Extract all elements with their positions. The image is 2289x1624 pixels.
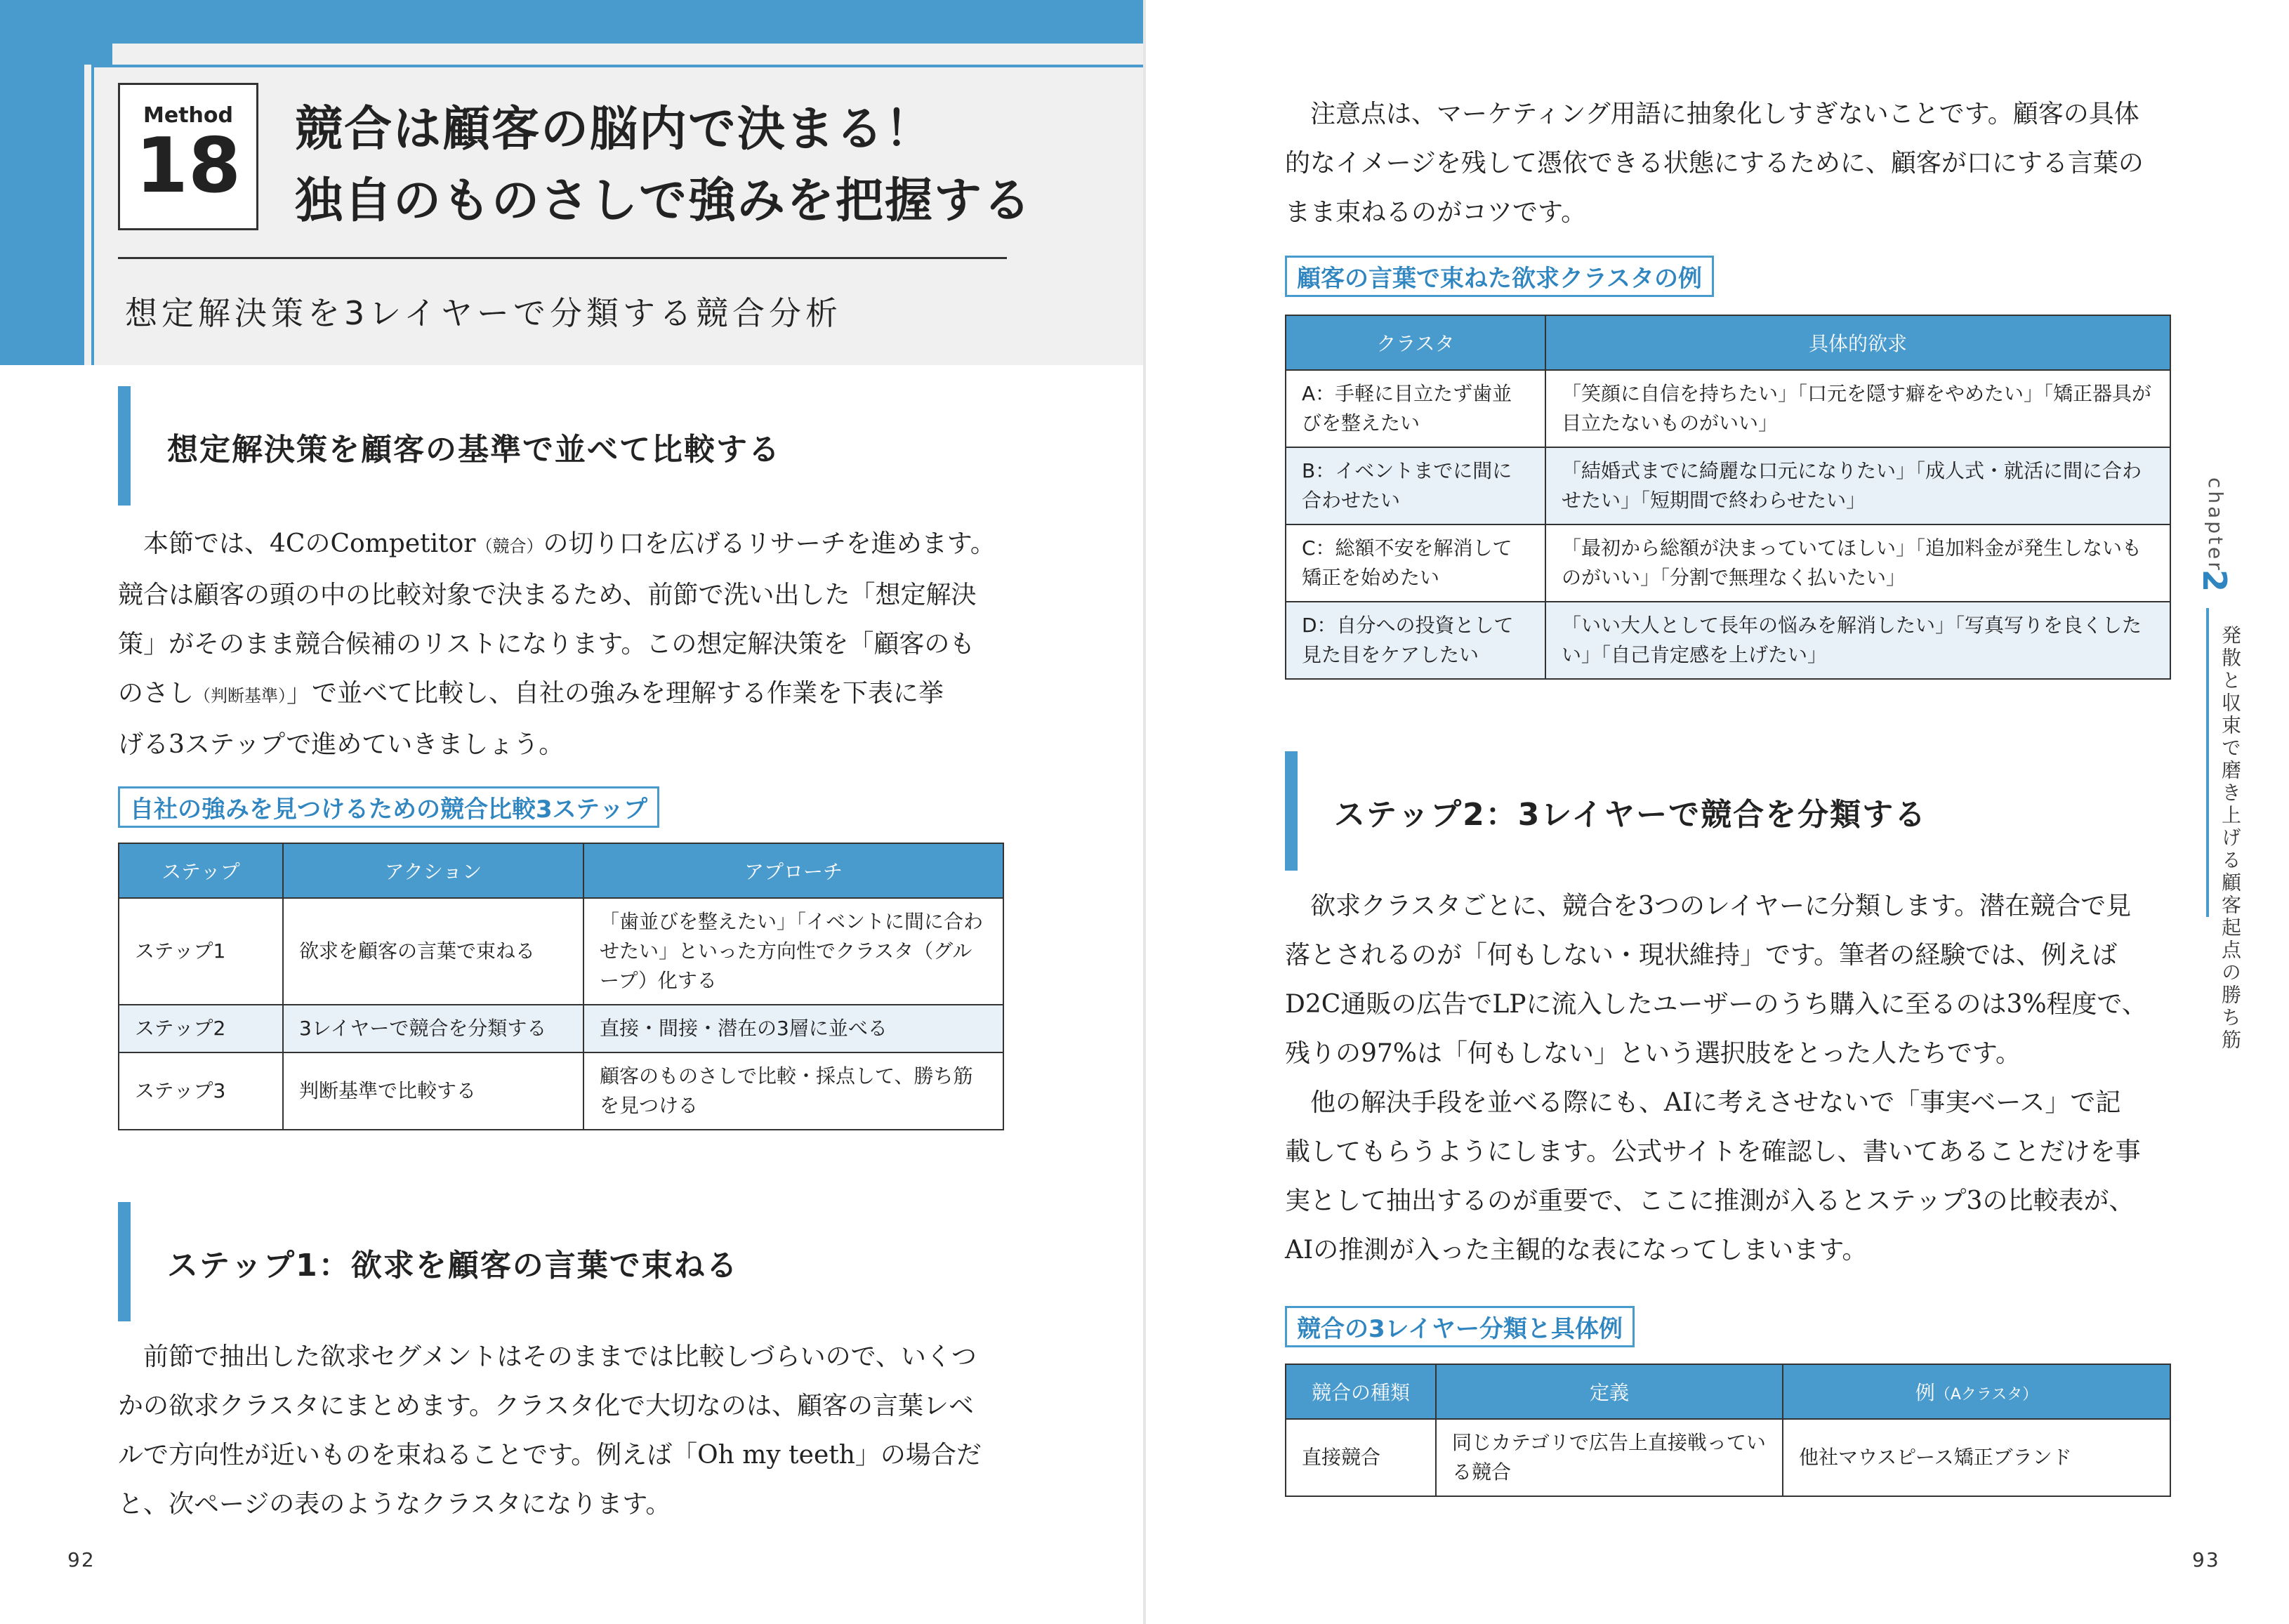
page-title-line1: 競合は顧客の脳内で決まる！	[295, 102, 935, 157]
para-line: の切り口を広げるリサーチを進めます。	[543, 529, 996, 558]
table-header: 具体的欲求	[1545, 315, 2170, 370]
title-rule	[118, 257, 1007, 259]
table-cell: 「いい大人として長年の悩みを解消したい」「写真写りを良くしたい」「自己肯定感を上げたい」	[1545, 602, 2170, 679]
table-row	[1286, 1419, 2170, 1496]
table-header: ステップ	[119, 843, 283, 898]
header-note: （Aクラスタ）	[1934, 1386, 2038, 1404]
para-note: （判断基準）	[194, 686, 287, 706]
table-row	[1286, 447, 2170, 524]
section-title-1: 想定解決策を顧客の基準で並べて比較する	[167, 432, 781, 468]
table-row	[119, 1005, 1003, 1052]
header-accent-top	[0, 0, 1143, 44]
para-line: 注意点は、マーケティング用語に抽象化しすぎないことです。顧客の具体	[1310, 100, 2139, 128]
para-line: 策」がそのまま競合候補のリストになります。この想定解決策を「顧客のも	[118, 630, 975, 659]
body-paragraph-1	[118, 520, 1024, 770]
para-line: かの欲求クラスタにまとめます。クラスタ化で大切なのは、顧客の言葉レベ	[118, 1392, 974, 1420]
para-line: 欲求クラスタごとに、競合を3つのレイヤーに分類します。潜在競合で見	[1310, 892, 2132, 920]
method-label: Method	[143, 103, 233, 128]
table-cell: ステップ3	[119, 1052, 283, 1130]
table-cell: 直接競合	[1286, 1419, 1436, 1496]
para-line: 実として抽出するのが重要で、ここに推測が入るとステップ3の比較表が、	[1285, 1187, 2135, 1215]
header-accent-left	[0, 0, 84, 365]
section-title-3: ステップ2：3レイヤーで競合を分類する	[1334, 797, 1927, 833]
table-header: アクション	[283, 843, 583, 898]
table-cell: ステップ2	[119, 1005, 283, 1052]
header-accent-line	[91, 65, 94, 365]
header-accent-line-h	[91, 65, 1143, 67]
steps-table	[118, 843, 1004, 1130]
table-cell: 同じカテゴリで広告上直接戦っている競合	[1436, 1419, 1783, 1496]
body-paragraph-4	[1285, 882, 2177, 1275]
body-paragraph-3	[1285, 90, 2177, 237]
para-line: D2C通販の広告でLPに流入したユーザーのうち購入に至るのは3%程度で、	[1285, 990, 2147, 1019]
table-row	[1286, 370, 2170, 447]
para-line: 本節では、4CのCompetitor	[143, 529, 476, 558]
section-bar	[118, 386, 131, 506]
chapter-title: 発散と収束で磨き上げる顧客起点の勝ち筋	[2219, 625, 2242, 1052]
table-cell: 直接・間接・潜在の3層に並べる	[583, 1005, 1003, 1052]
para-line: 載してもらうようにします。公式サイトを確認し、書いてあることだけを事	[1285, 1137, 2141, 1166]
table-header: 競合の種類	[1286, 1364, 1436, 1419]
header-accent-step	[84, 44, 112, 65]
para-line: まま束ねるのがコツです。	[1285, 198, 1587, 227]
cluster-table	[1285, 315, 2171, 680]
table-cell: 「結婚式までに綺麗な口元になりたい」「成人式・就活に間に合わせたい」「短期間で終わらせたい」	[1545, 447, 2170, 524]
table-header: アプローチ	[583, 843, 1003, 898]
body-paragraph-2	[118, 1333, 1024, 1529]
table-cell: B：イベントまでに間に合わせたい	[1286, 447, 1545, 524]
section-bar	[118, 1202, 131, 1321]
para-line: のさし	[118, 679, 194, 708]
page-number-left: 92	[67, 1548, 95, 1571]
para-line: げる3ステップで進めていきましょう。	[118, 730, 565, 759]
page-title-line2: 独自のものさしで強みを把握する	[295, 173, 1033, 229]
table-cell: 「歯並びを整えたい」「イベントに間に合わせたい」といった方向性でクラスタ（グループ）化する	[583, 898, 1003, 1005]
table-header	[1783, 1364, 2170, 1419]
table-cell: ステップ1	[119, 898, 283, 1005]
para-line: AIの推測が入った主観的な表になってしまいます。	[1285, 1236, 1868, 1265]
para-line: 残りの97%は「何もしない」という選択肢をとった人たちです。	[1285, 1039, 2021, 1068]
para-line: と、次ページの表のようなクラスタになります。	[118, 1490, 671, 1519]
table-row	[1286, 524, 2170, 602]
table-cell: 「笑顔に自信を持ちたい」「口元を隠す癖をやめたい」「矯正器具が目立たないものがいい」	[1545, 370, 2170, 447]
table-cell: 欲求を顧客の言葉で束ねる	[283, 898, 583, 1005]
book-spine	[1143, 0, 1146, 1624]
method-number: 18	[135, 122, 242, 210]
header-text: 例	[1915, 1381, 1935, 1404]
table-cell: 顧客のものさしで比較・採点して、勝ち筋を見つける	[583, 1052, 1003, 1130]
table-cell: 「最初から総額が決まっていてほしい」「追加料金が発生しないものがいい」「分割で無理なく払いたい」	[1545, 524, 2170, 602]
para-line: 落とされるのが「何もしない・現状維持」です。筆者の経験では、例えば	[1285, 941, 2118, 970]
chapter-label: chapter	[2204, 477, 2227, 573]
table-cell: A：手軽に目立たず歯並びを整えたい	[1286, 370, 1545, 447]
page-subtitle: 想定解決策を3レイヤーで分類する競合分析	[125, 294, 842, 332]
method-badge	[118, 83, 258, 230]
competitor-layer-table	[1285, 1364, 2171, 1497]
table-caption-3: 競合の3レイヤー分類と具体例	[1285, 1306, 1635, 1347]
para-line: 」で並べて比較し、自社の強みを理解する作業を下表に挙	[286, 679, 944, 708]
table-row	[119, 898, 1003, 1005]
table-row	[119, 1052, 1003, 1130]
para-note: （競合）	[475, 536, 543, 556]
table-cell: C：総額不安を解消して矯正を始めたい	[1286, 524, 1545, 602]
table-cell: 判断基準で比較する	[283, 1052, 583, 1130]
table-caption-2: 顧客の言葉で束ねた欲求クラスタの例	[1285, 256, 1714, 297]
para-line: 前節で抽出した欲求セグメントはそのままでは比較しづらいので、いくつ	[143, 1342, 977, 1371]
para-line: 的なイメージを残して憑依できる状態にするために、顧客が口にする言葉の	[1285, 149, 2144, 178]
table-cell: 3レイヤーで競合を分類する	[283, 1005, 583, 1052]
para-line: 他の解決手段を並べる際にも、AIに考えさせないで「事実ベース」で記	[1310, 1088, 2121, 1117]
section-title-2: ステップ1：欲求を顧客の言葉で束ねる	[167, 1248, 739, 1283]
table-caption-1: 自社の強みを見つけるための競合比較3ステップ	[118, 786, 659, 828]
table-cell: 他社マウスピース矯正ブランド	[1783, 1419, 2170, 1496]
table-cell: D：自分への投資として見た目をケアしたい	[1286, 602, 1545, 679]
chapter-number: 2	[2196, 569, 2234, 593]
table-header: 定義	[1436, 1364, 1783, 1419]
section-bar	[1285, 751, 1298, 871]
para-line: 競合は顧客の頭の中の比較対象で決まるため、前節で洗い出した「想定解決	[118, 581, 977, 609]
chapter-rule	[2206, 608, 2209, 917]
table-header: クラスタ	[1286, 315, 1545, 370]
para-line: ルで方向性が近いものを束ねることです。例えば「Oh my teeth」の場合だ	[118, 1441, 982, 1470]
table-row	[1286, 602, 2170, 679]
page-number-right: 93	[2192, 1548, 2220, 1571]
